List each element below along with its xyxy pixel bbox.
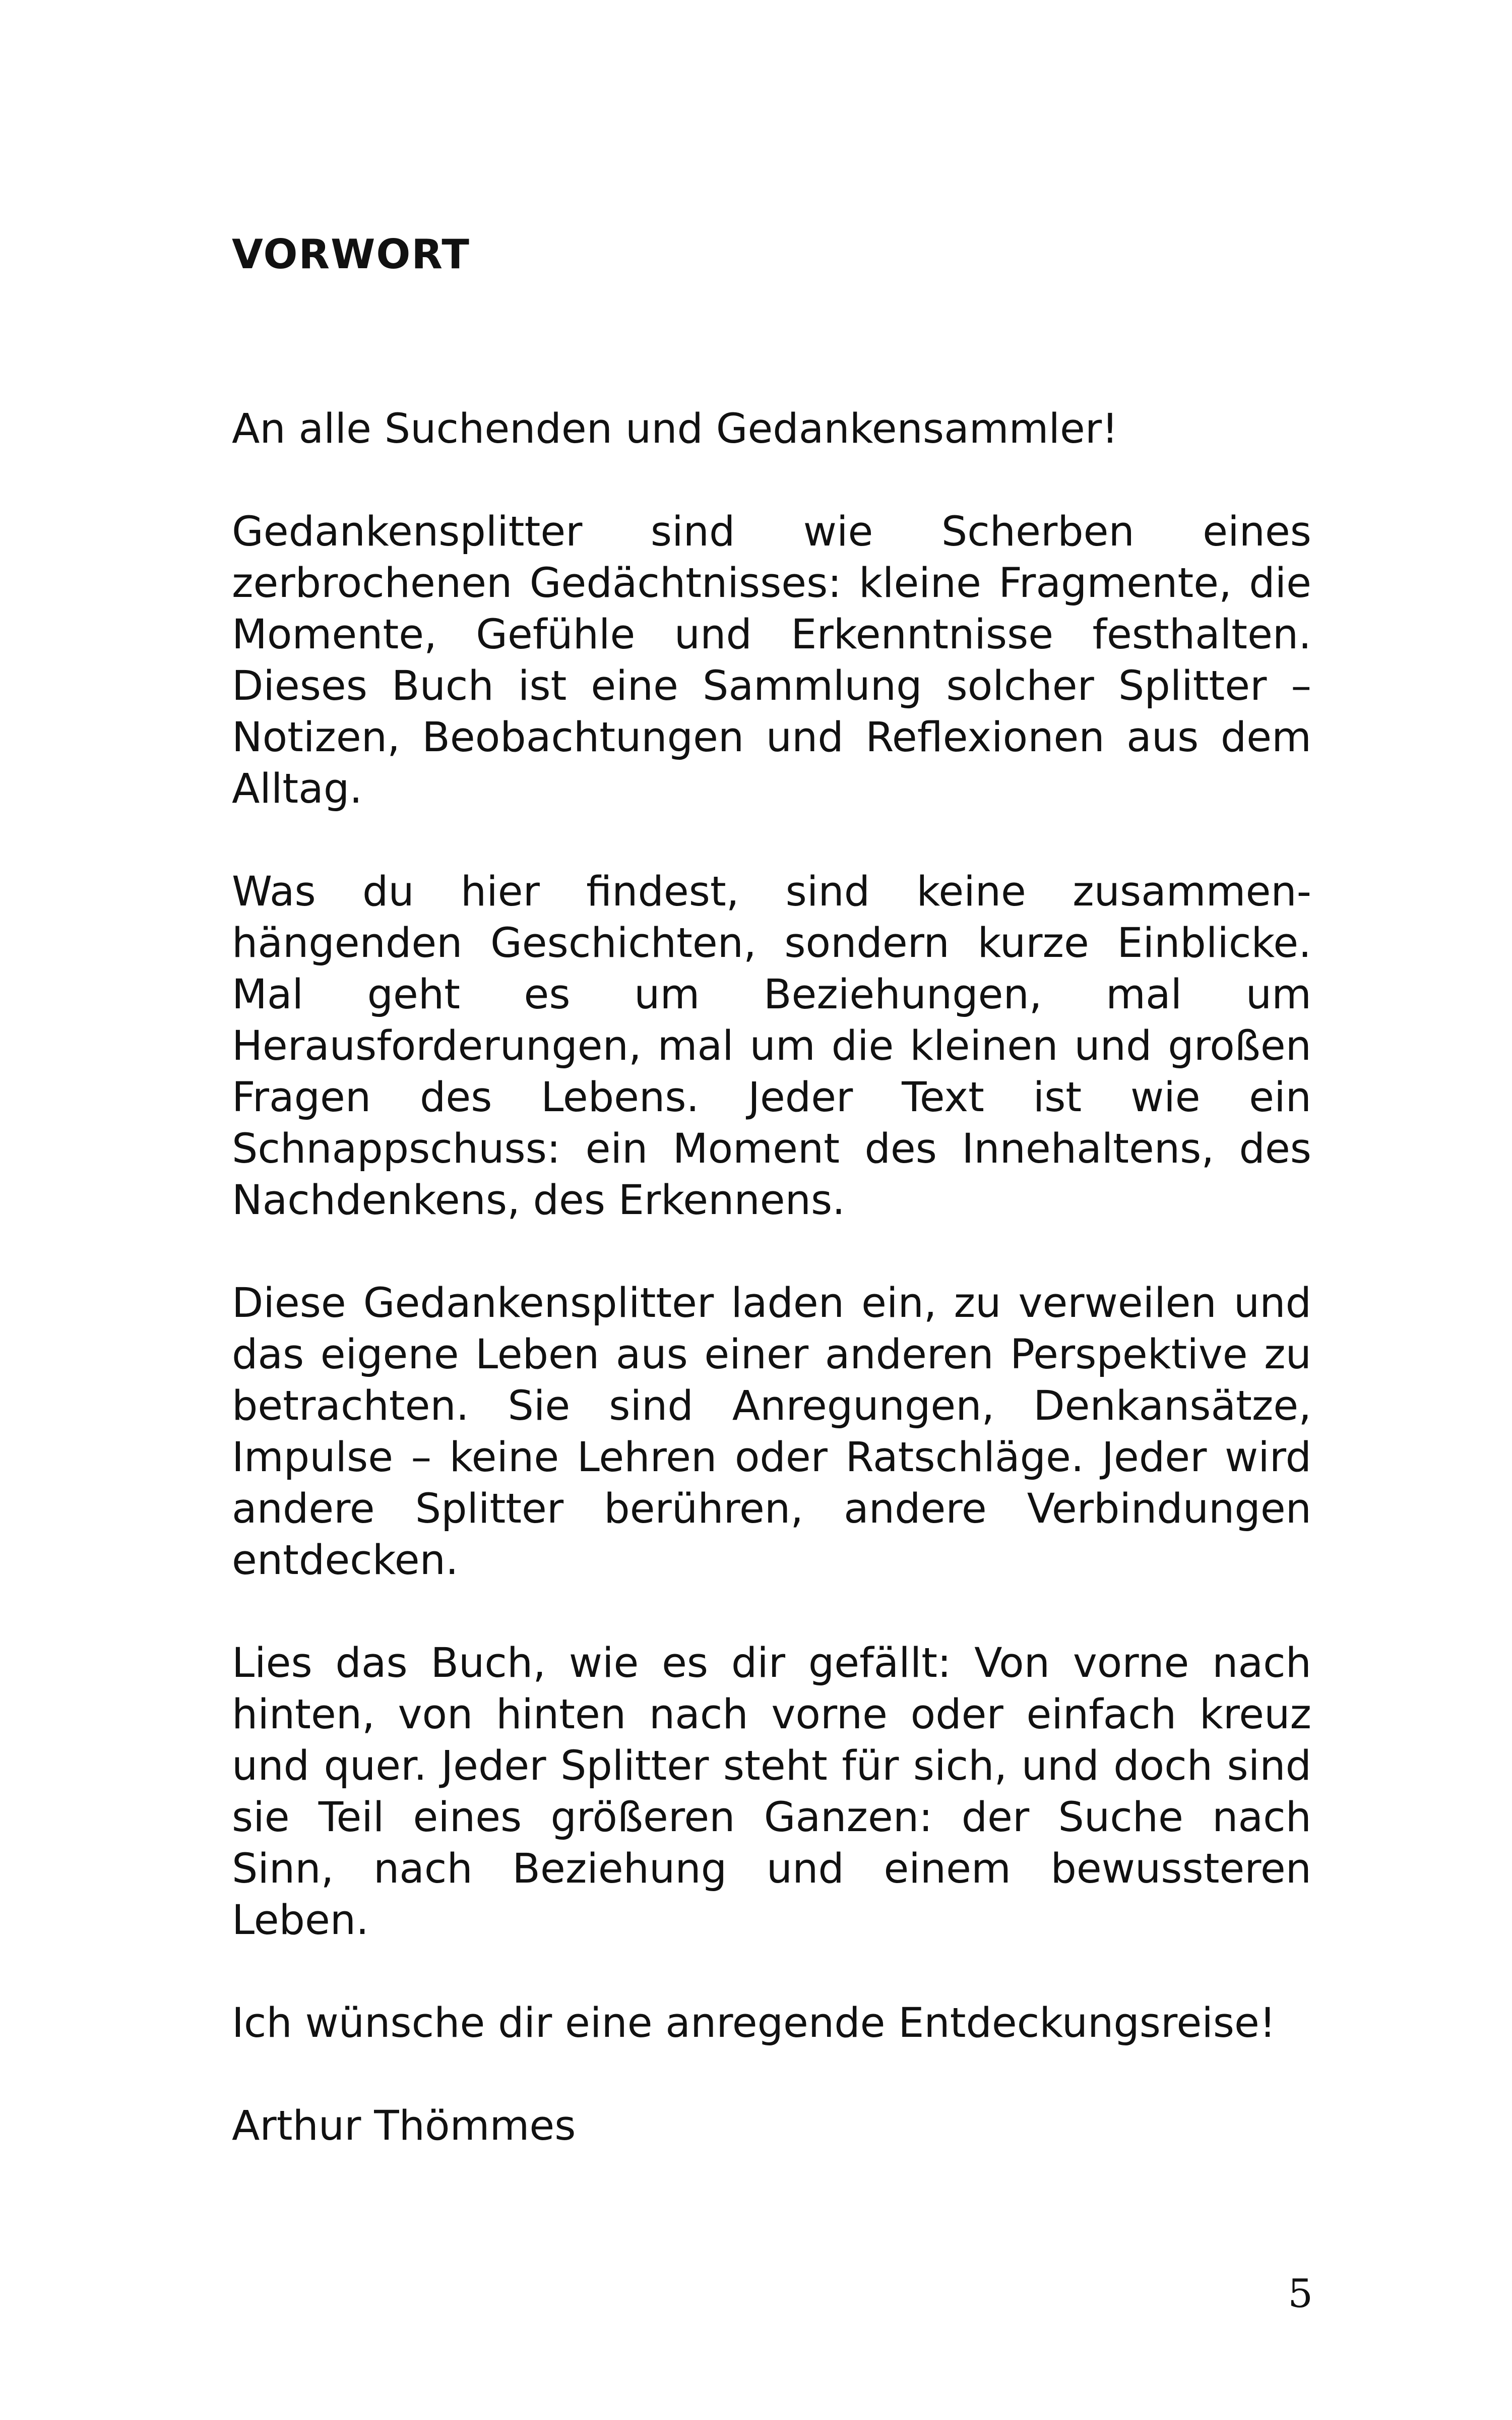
paragraph-reading-advice: Lies das Buch, wie es dir gefällt: Von vorne nach hinten, von hinten nach vorne oder einfach kreuz und quer. Jeder Splitter steht für sich, und doch sind sie Teil eines größeren Ganzen: der Suche nach Sinn, nach Beziehung und einem bewussteren Leben.	[232, 1640, 1311, 1944]
paragraph-content: Was du hier findest, sind keine zusammenhängenden Geschichten, sondern kurze Einblicke. Mal geht es um Beziehungen, mal um Herausforderungen, mal um die kleinen und großen Fragen des Lebens. Jeder Text ist wie ein Schnappschuss: ein Moment des Innehaltens, des Nachdenkens, des Erkennens.	[232, 868, 1311, 1224]
page-number: 5	[1288, 2271, 1313, 2317]
paragraph-invitation: Diese Gedankensplitter laden ein, zu verweilen und das eigene Leben aus einer anderen Perspektive zu betrachten. Sie sind Anregungen, Denkansätze, Impulse – keine Lehren oder Ratschläge. Jeder wird andere Splitter berühren, andere Verbindungen entdecken.	[232, 1280, 1311, 1584]
closing-wish: Ich wünsche dir eine anregende Entdeckungsreise!	[232, 2000, 1276, 2047]
salutation: An alle Suchenden und Gedankensammler!	[232, 405, 1118, 453]
chapter-heading: VORWORT	[232, 231, 470, 278]
author-signature: Arthur Thömmes	[232, 2102, 576, 2150]
preface-body	[232, 403, 1311, 2152]
paragraph-intro: Gedankensplitter sind wie Scherben eines zerbrochenen Gedächtnisses: kleine Fragmente, die Momente, Gefühle und Erkenntnisse festhalten. Dieses Buch ist eine Sammlung solcher Splitter – Notizen, Beobachtungen und Reflexionen aus dem Alltag.	[232, 508, 1311, 813]
